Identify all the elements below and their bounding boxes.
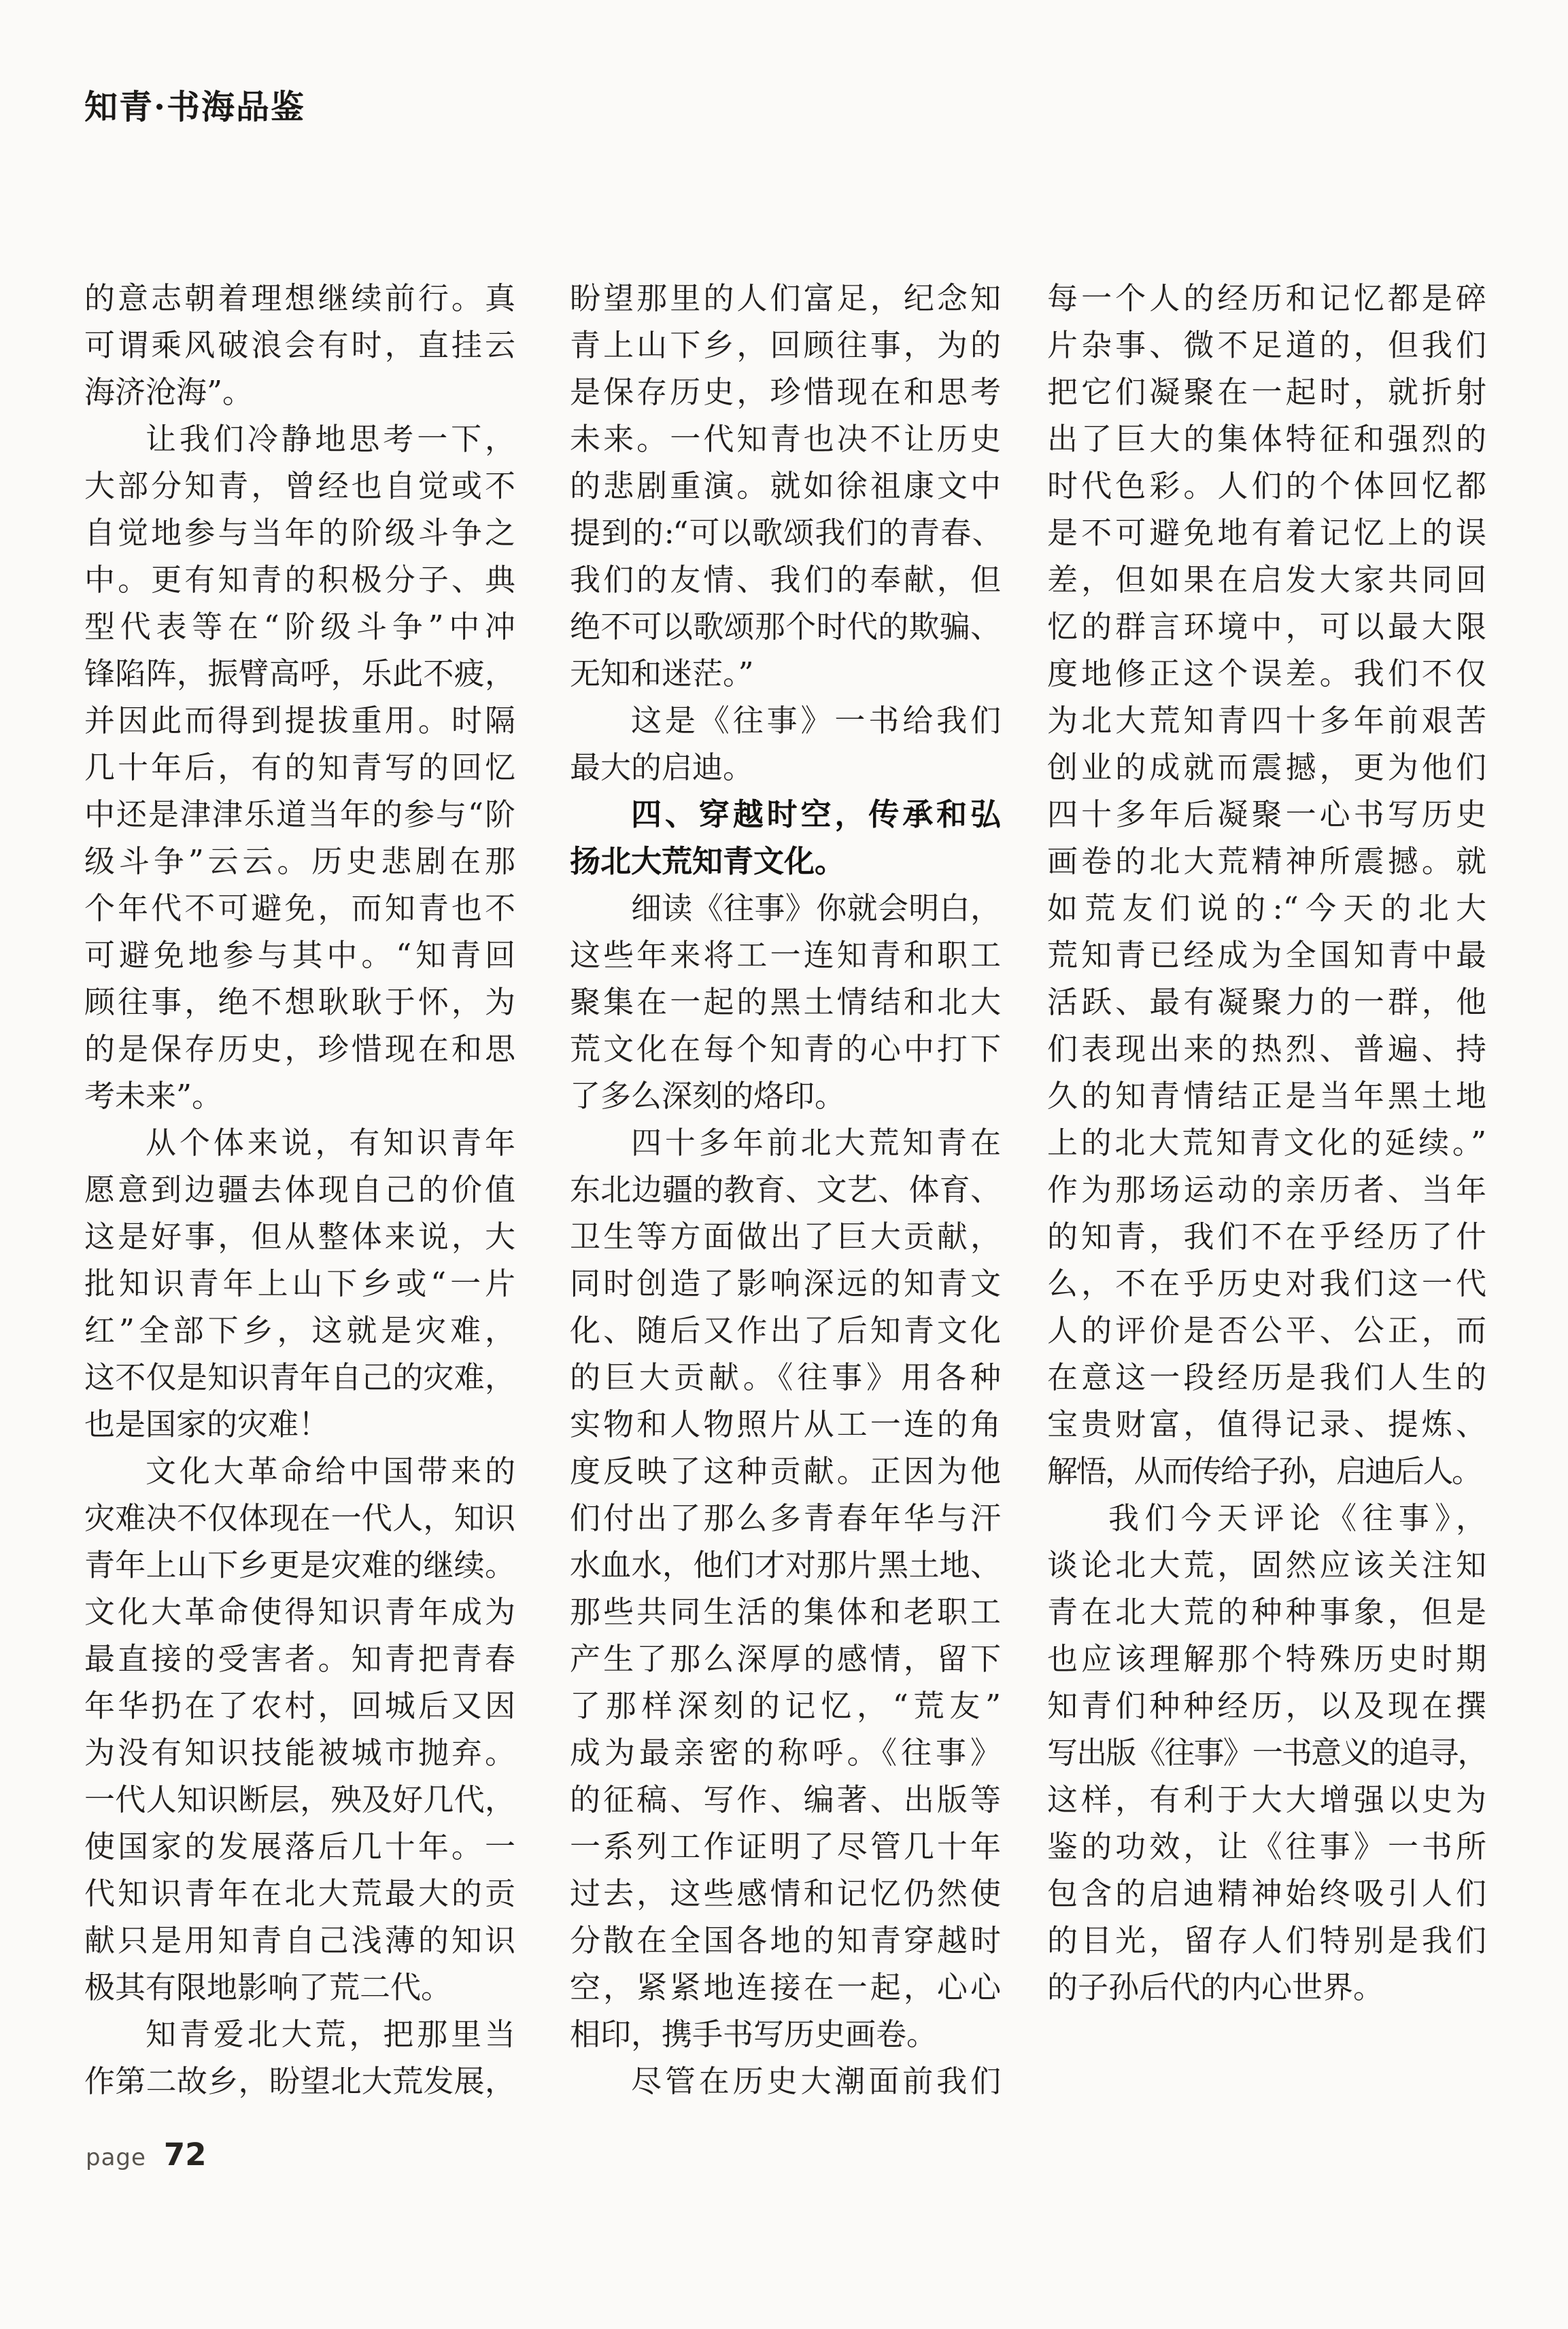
text-line: 四十多年前北大荒知青在 <box>631 1125 1001 1161</box>
text-line: 这不仅是知识青年自己的灾难， <box>84 1359 515 1395</box>
text-line: 这是好事，但从整体来说，大 <box>84 1219 515 1255</box>
text-line: 使国家的发展落后几十年。一 <box>84 1829 515 1865</box>
text-line: 片杂事、微不足道的，但我们 <box>1047 327 1486 363</box>
text-line: 了那样深刻的记忆，“荒友” <box>570 1688 1001 1724</box>
text-line: 青上山下乡，回顾往事，为的 <box>570 327 1001 363</box>
text-line: 的目光，留存人们特别是我们 <box>1047 1922 1486 1958</box>
text-line: 的知青，我们不在乎经历了什 <box>1047 1219 1486 1255</box>
text-line: 实物和人物照片从工一连的角 <box>570 1406 1001 1442</box>
footer-page-label: page <box>86 2144 146 2171</box>
text-line: 年华扔在了农村，回城后又因 <box>84 1688 515 1724</box>
text-line: 写出版《往事》一书意义的追寻， <box>1047 1735 1486 1771</box>
text-line: 我们的友情、我们的奉献，但 <box>570 562 1001 598</box>
text-line: 聚集在一起的黑土情结和北大 <box>570 984 1001 1020</box>
text-line: 并因此而得到提拔重用。时隔 <box>84 702 515 738</box>
text-line: 活跃、最有凝聚力的一群，他 <box>1047 984 1486 1020</box>
text-line: 如荒友们说的:“今天的北大 <box>1047 890 1486 926</box>
text-line: 一系列工作证明了尽管几十年 <box>570 1829 1001 1865</box>
text-line: 的是保存历史，珍惜现在和思 <box>84 1031 515 1067</box>
text-line: 的巨大贡献。《往事》用各种 <box>570 1359 1001 1395</box>
text-line: 产生了那么深厚的感情，留下 <box>570 1641 1001 1677</box>
heading-line: 扬北大荒知青文化。 <box>570 843 846 879</box>
text-line: 顾往事，绝不想耿耿于怀，为 <box>84 984 515 1020</box>
text-line: 化、随后又作出了后知青文化 <box>570 1312 1001 1348</box>
text-line: 最直接的受害者。知青把青春 <box>84 1641 515 1677</box>
text-line: 这是《往事》一书给我们 <box>631 702 1001 738</box>
page-footer <box>86 2137 207 2173</box>
text-line: 荒文化在每个知青的心中打下 <box>570 1031 1001 1067</box>
text-line: 创业的成就而震撼，更为他们 <box>1047 749 1486 785</box>
text-line: 水血水，他们才对那片黑土地、 <box>570 1547 1001 1583</box>
heading-line: 四、穿越时空，传承和弘 <box>631 796 1001 832</box>
text-line: 未来。一代知青也决不让历史 <box>570 421 1001 457</box>
text-line: 型代表等在“阶级斗争”中冲 <box>84 609 515 645</box>
text-line: 是不可避免地有着记忆上的误 <box>1047 515 1486 551</box>
text-line: 在意这一段经历是我们人生的 <box>1047 1359 1486 1395</box>
text-line: 几十年后，有的知青写的回忆 <box>84 749 515 785</box>
text-column-1 <box>84 275 515 2105</box>
text-line: 的悲剧重演。就如徐祖康文中 <box>570 468 1001 504</box>
text-line: 出了巨大的集体特征和强烈的 <box>1047 421 1486 457</box>
text-line: 也应该理解那个特殊历史时期 <box>1047 1641 1486 1677</box>
text-line: 为没有知识技能被城市抛弃。 <box>84 1735 515 1771</box>
text-line: 鉴的功效，让《往事》一书所 <box>1047 1829 1486 1865</box>
text-line: 可避免地参与其中。“知青回 <box>84 937 515 973</box>
text-line: 锋陷阵，振臂高呼，乐此不疲， <box>84 656 515 692</box>
text-line: 一代人知识断层，殃及好几代， <box>84 1782 515 1818</box>
text-line: 红”全部下乡，这就是灾难， <box>84 1312 515 1348</box>
text-line: 过去，这些感情和记忆仍然使 <box>570 1875 1001 1911</box>
text-line: 青年上山下乡更是灾难的继续。 <box>84 1547 515 1583</box>
text-line: 为北大荒知青四十多年前艰苦 <box>1047 702 1486 738</box>
text-line: 知青爱北大荒，把那里当 <box>146 2016 515 2052</box>
text-line: 么，不在乎历史对我们这一代 <box>1047 1265 1486 1302</box>
text-line: 那些共同生活的集体和老职工 <box>570 1594 1001 1630</box>
text-line: 细读《往事》你就会明白， <box>631 890 1001 926</box>
text-line: 个年代不可避免，而知青也不 <box>84 890 515 926</box>
text-line: 绝不可以歌颂那个时代的欺骗、 <box>570 609 1001 645</box>
text-line: 这样，有利于大大增强以史为 <box>1047 1782 1486 1818</box>
text-line: 宝贵财富，值得记录、提炼、 <box>1047 1406 1486 1442</box>
text-line: 们表现出来的热烈、普遍、持 <box>1047 1031 1486 1067</box>
text-line: 大部分知青，曾经也自觉或不 <box>84 468 515 504</box>
section-masthead: 知青·书海品鉴 <box>84 87 306 126</box>
text-line: 级斗争”云云。历史悲剧在那 <box>84 843 515 879</box>
text-line: 人的评价是否公平、公正，而 <box>1047 1312 1486 1348</box>
text-line: 忆的群言环境中，可以最大限 <box>1047 609 1486 645</box>
text-line: 成为最亲密的称呼。《往事》 <box>570 1735 1001 1771</box>
text-line: 中。更有知青的积极分子、典 <box>84 562 515 598</box>
text-line: 分散在全国各地的知青穿越时 <box>570 1922 1001 1958</box>
text-line: 可谓乘风破浪会有时，直挂云 <box>84 327 515 363</box>
text-line: 青在北大荒的种种事象，但是 <box>1047 1594 1486 1630</box>
text-line: 每一个人的经历和记忆都是碎 <box>1047 280 1486 316</box>
text-line: 的征稿、写作、编著、出版等 <box>570 1782 1001 1818</box>
text-line: 盼望那里的人们富足，纪念知 <box>570 280 1001 316</box>
text-line: 自觉地参与当年的阶级斗争之 <box>84 515 515 551</box>
text-line: 久的知青情结正是当年黑土地 <box>1047 1078 1486 1114</box>
text-line: 愿意到边疆去体现自己的价值 <box>84 1172 515 1208</box>
text-line: 也是国家的灾难！ <box>84 1406 330 1442</box>
text-line: 考未来”。 <box>84 1078 223 1114</box>
text-line: 中还是津津乐道当年的参与“阶 <box>84 796 515 832</box>
footer-page-number: 72 <box>163 2137 207 2173</box>
text-line: 度地修正这个误差。我们不仅 <box>1047 656 1486 692</box>
text-line: 知青们种种经历，以及现在撰 <box>1047 1688 1486 1724</box>
text-line: 献只是用知青自己浅薄的知识 <box>84 1922 515 1958</box>
text-line: 包含的启迪精神始终吸引人们 <box>1047 1875 1486 1911</box>
text-line: 四十多年后凝聚一心书写历史 <box>1047 796 1486 832</box>
text-line: 让我们冷静地思考一下， <box>146 421 515 457</box>
text-line: 无知和迷茫。” <box>570 656 754 692</box>
text-line: 相印，携手书写历史画卷。 <box>570 2016 938 2052</box>
text-line: 荒知青已经成为全国知青中最 <box>1047 937 1486 973</box>
text-line: 作第二故乡，盼望北大荒发展， <box>84 2063 515 2099</box>
text-line: 的子孙后代的内心世界。 <box>1047 1969 1384 2005</box>
text-line: 海济沧海”。 <box>84 374 254 410</box>
text-line: 是保存历史，珍惜现在和思考 <box>570 374 1001 410</box>
text-line: 最大的启迪。 <box>570 749 754 785</box>
text-line: 文化大革命使得知识青年成为 <box>84 1594 515 1630</box>
text-line: 空，紧紧地连接在一起，心心 <box>570 1969 1001 2005</box>
text-line: 灾难决不仅体现在一代人，知识 <box>84 1500 515 1536</box>
text-line: 们付出了那么多青春年华与汗 <box>570 1500 1001 1536</box>
text-line: 画卷的北大荒精神所震撼。就 <box>1047 843 1486 879</box>
text-line: 时代色彩。人们的个体回忆都 <box>1047 468 1486 504</box>
text-line: 提到的:“可以歌颂我们的青春、 <box>570 515 1001 551</box>
text-column-3 <box>1047 275 1486 2011</box>
text-line: 的意志朝着理想继续前行。真 <box>84 280 515 316</box>
text-line: 极其有限地影响了荒二代。 <box>84 1969 452 2005</box>
text-line: 同时创造了影响深远的知青文 <box>570 1265 1001 1302</box>
text-line: 代知识青年在北大荒最大的贡 <box>84 1875 515 1911</box>
text-line: 我们今天评论《往事》， <box>1108 1500 1486 1536</box>
text-line: 解悟，从而传给子孙，启迪后人。 <box>1047 1453 1481 1489</box>
text-line: 了多么深刻的烙印。 <box>570 1078 846 1114</box>
text-line: 这些年来将工一连知青和职工 <box>570 937 1001 973</box>
text-line: 上的北大荒知青文化的延续。” <box>1047 1125 1486 1161</box>
text-line: 作为那场运动的亲历者、当年 <box>1047 1172 1486 1208</box>
text-line: 度反映了这种贡献。正因为他 <box>570 1453 1001 1489</box>
text-line: 差，但如果在启发大家共同回 <box>1047 562 1486 598</box>
text-line: 谈论北大荒，固然应该关注知 <box>1047 1547 1486 1583</box>
text-line: 东北边疆的教育、文艺、体育、 <box>570 1172 1001 1208</box>
text-line: 批知识青年上山下乡或“一片 <box>84 1265 515 1302</box>
text-line: 尽管在历史大潮面前我们 <box>631 2063 1001 2099</box>
text-line: 把它们凝聚在一起时，就折射 <box>1047 374 1486 410</box>
text-line: 卫生等方面做出了巨大贡献， <box>570 1219 1001 1255</box>
text-line: 从个体来说，有知识青年 <box>146 1125 515 1161</box>
text-line: 文化大革命给中国带来的 <box>146 1453 515 1489</box>
text-column-2 <box>570 275 1001 2105</box>
